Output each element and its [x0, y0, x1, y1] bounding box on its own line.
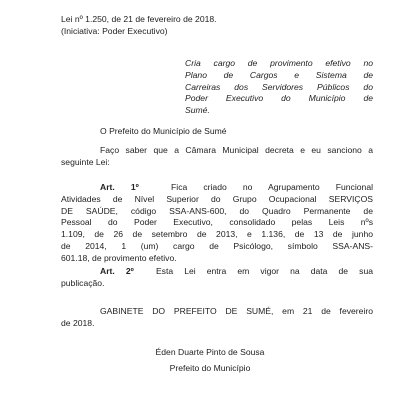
ementa — [185, 58, 373, 117]
article-1-line: de 2014, 1 (um) cargo de Psicólogo, símbolo SSA-ANS- — [61, 240, 373, 251]
signatory-name: Éden Duarte Pinto de Sousa — [155, 347, 265, 357]
article-1-line: Atividades de Nível Superior do Grupo Ocupacional SERVIÇOS — [61, 193, 373, 204]
article-1-first-line — [61, 182, 373, 194]
law-number-date: Lei nº 1.250, de 21 de fevereiro de 2018. — [61, 14, 217, 24]
article-1-line: Pessoal do Poder Executivo, consolidado pelas Leis nºs — [61, 217, 373, 228]
article-1-line: Fica criado no Agrupamento Funcional — [171, 182, 374, 192]
ementa-line: Cria cargo de provimento efetivo no — [185, 58, 373, 68]
ementa-line: Plano de Cargos e Sistema de — [185, 69, 373, 80]
decree-paragraph — [61, 145, 373, 169]
law-header — [61, 14, 217, 38]
signatory-title: Prefeito do Município — [169, 362, 251, 373]
article-2-line: Esta Lei entra em vigor na data de sua — [155, 266, 373, 276]
closing-paragraph — [61, 306, 373, 330]
article-1-label: Art. 1º — [100, 182, 139, 192]
article-1-line: 1.109, de 26 de setembro de 2013, e 1.136, de 13 de junho — [61, 229, 373, 240]
article-2-first-line — [61, 266, 373, 278]
ementa-line: Carreiras dos Servidores Públicos do — [185, 81, 373, 92]
initiative-note: (Iniciativa: Poder Executivo) — [61, 25, 168, 36]
article-1-line: DE SAÚDE, código SSA-ANS-600, do Quadro Permanente de — [61, 205, 373, 216]
decree-line: Faço saber que a Câmara Municipal decreta e eu sanciono a — [100, 145, 373, 155]
signature-block — [110, 347, 310, 375]
article-2-line: publicação. — [61, 277, 105, 288]
closing-line: de 2018. — [61, 317, 95, 328]
article-1-line: 601.18, de provimento efetivo. — [61, 252, 177, 263]
article-1 — [61, 182, 373, 265]
ementa-line: Poder Executivo do Município de — [185, 93, 373, 104]
ementa-line: Sumé. — [185, 105, 210, 116]
article-2 — [61, 266, 373, 290]
closing-line: GABINETE DO PREFEITO DE SUMÉ, em 21 de fevereiro — [100, 306, 373, 316]
decree-line: seguinte Lei: — [61, 156, 110, 167]
mayor-line: O Prefeito do Município de Sumé — [100, 126, 227, 136]
article-2-label: Art. 2º — [100, 266, 134, 276]
